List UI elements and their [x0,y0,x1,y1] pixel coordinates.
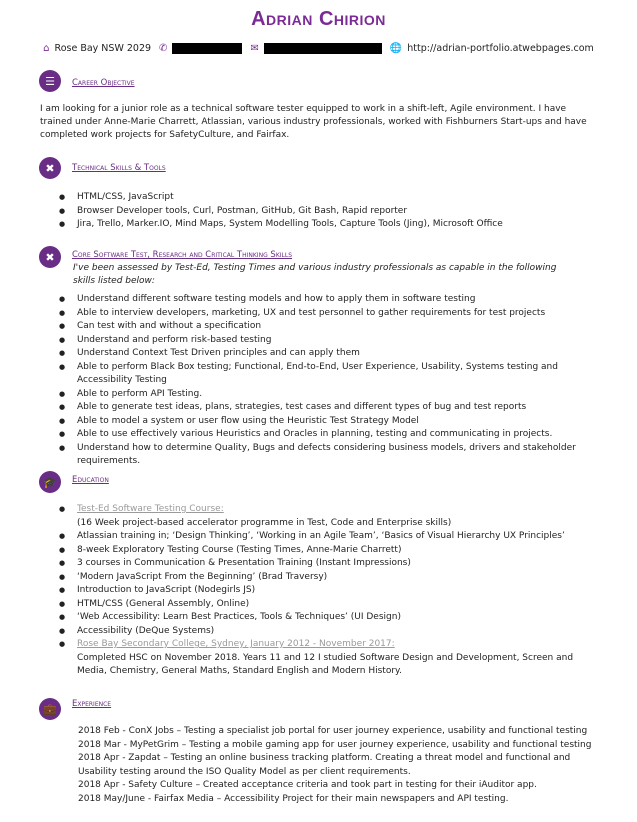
core-skill-item: ● Able to generate test ideas, plans, strategies, test cases and different types of bug and test reports [59,401,579,415]
home-icon: ⌂ [43,43,50,54]
experience-item: 2018 Mar - MyPetGrim – Testing a mobile gaming app for user journey experience, usability and functional testing [78,739,592,750]
technical-skill-item: ● Jira, Trello, Marker.IO, Mind Maps, System Modelling Tools, Capture Tools (Jing), Microsoft Office [59,218,579,232]
email-item [250,43,381,54]
education-item: ● 3 courses in Communication & Presentation Training (Instant Impressions) [59,557,579,571]
career-objective-text: I am looking for a junior role as a technical software tester equipped to work in a shift-left, Agile environment. I have trained under Anne-Marie Charrett, Atlassian, various industry professionals, worked with Fishburners Start-ups and have completed work projects for SafetyCulture, and Fairfax. [40,104,587,140]
technical-skills-list [59,191,579,232]
education-title: Education [72,475,109,485]
core-skill-item: ● Can test with and without a specification [59,320,579,334]
education-item: ● Accessibility (DeQue Systems) [59,625,579,639]
career-objective-icon: ☰ [39,70,61,92]
email-redacted [264,43,382,54]
location-text: Rose Bay NSW 2029 [54,43,152,54]
technical-skills-icon: ✖ [39,157,61,179]
experience-item: 2018 Apr - Safety Culture – Created acceptance criteria and took part in testing for their iAuditor app. [78,780,537,790]
experience-item: 2018 Feb - ConX Jobs – Testing a specialist job portal for user journey experience, usability and functional testing [78,726,588,736]
education-item: ● 8-week Exploratory Testing Course (Testing Times, Anne-Marie Charrett) [59,544,579,558]
core-skill-item: ● Able to interview developers, marketing, UX and test personnel to gather requirements for test projects [59,307,579,321]
education-item-tested [59,503,579,530]
education-item: ● Atlassian training in; ‘Design Thinking’, ‘Working in an Agile Team’, ‘Basics of Visual Hierarchy UX Principles’ [59,530,579,544]
core-skill-item: ● Understand and perform risk-based testing [59,334,579,348]
core-skills-intro: I've been assessed by Test-Ed, Testing Times and various industry professionals as capable in the following skills listed below: [73,263,557,286]
phone-item [159,43,242,54]
globe-icon: 🌐 [389,43,403,54]
core-skill-item: ● Understand different software testing models and how to apply them in software testing [59,293,579,307]
education-icon: 🎓 [39,471,61,493]
website-link[interactable]: http://adrian-portfolio.atwebpages.com [407,43,594,54]
phone-redacted [172,43,242,54]
education-list [59,503,579,679]
website-item[interactable] [390,43,594,54]
school-desc: Completed HSC on November 2018. Years 11 and 12 I studied Software Design and Development, Screen and Media, Chemistry, General Maths, Standard English and Modern History. [77,652,574,676]
core-skill-item: ● Able to perform API Testing. [59,388,579,402]
core-skill-item: ● Able to use effectively various Heuristics and Oracles in planning, testing and communicating in projects. [59,428,579,442]
education-item: ● ‘Web Accessibility: Learn Best Practices, Tools & Techniques’ (UI Design) [59,611,579,625]
experience-title: Experience [72,699,112,709]
candidate-name: Adrian Chirion [251,8,386,30]
education-item: ● ‘Modern JavaScript From the Beginning’ (Brad Traversy) [59,571,579,585]
contact-bar [0,43,637,54]
experience-item: 2018 May/June - Fairfax Media – Accessibility Project for their main newspapers and API testing. [78,793,509,804]
technical-skill-item: ● HTML/CSS, JavaScript [59,191,579,205]
core-skill-item: ● Able to perform Black Box testing; Functional, End-to-End, User Experience, Usability, Systems testing and Accessibility Testing [59,361,579,388]
core-skills-icon: ✖ [39,246,61,268]
core-skill-item: ● Understand Context Test Driven principles and can apply them [59,347,579,361]
technical-skills-title: Technical Skills & Tools [72,163,166,173]
phone-icon: ✆ [159,43,168,54]
career-objective-title: Career Objective [72,78,135,88]
core-skill-item: ● Understand how to determine Quality, Bugs and defects considering business models, drivers and stakeholder requirements. [59,442,579,469]
technical-skill-item: ● Browser Developer tools, Curl, Postman, GitHub, Git Bash, Rapid reporter [59,205,579,219]
core-skills-list [59,293,579,469]
school-title: Rose Bay Secondary College, Sydney, January 2012 - November 2017: [77,639,395,649]
tested-course-title: Test-Ed Software Testing Course: [77,504,224,514]
education-item: ● HTML/CSS (General Assembly, Online) [59,598,579,612]
core-skills-title: Core Software Test, Research and Critical Thinking Skills [72,250,293,260]
email-icon: ✉ [250,43,259,54]
location-item [43,43,151,54]
experience-icon: 💼 [39,698,61,720]
education-item: ● Introduction to JavaScript (Nodegirls JS) [59,584,579,598]
education-item-school [59,638,579,679]
experience-item: 2018 Apr - Zapdat – Testing an online business tracking platform. Creating a threat model and functional and Usability testing around the ISO Quality Model as per client requirements. [78,753,571,777]
core-skill-item: ● Able to model a system or user flow using the Heuristic Test Strategy Model [59,415,579,429]
tested-course-desc: (16 Week project-based accelerator programme in Test, Code and Enterprise skills) [77,517,452,528]
experience-list [78,725,608,806]
